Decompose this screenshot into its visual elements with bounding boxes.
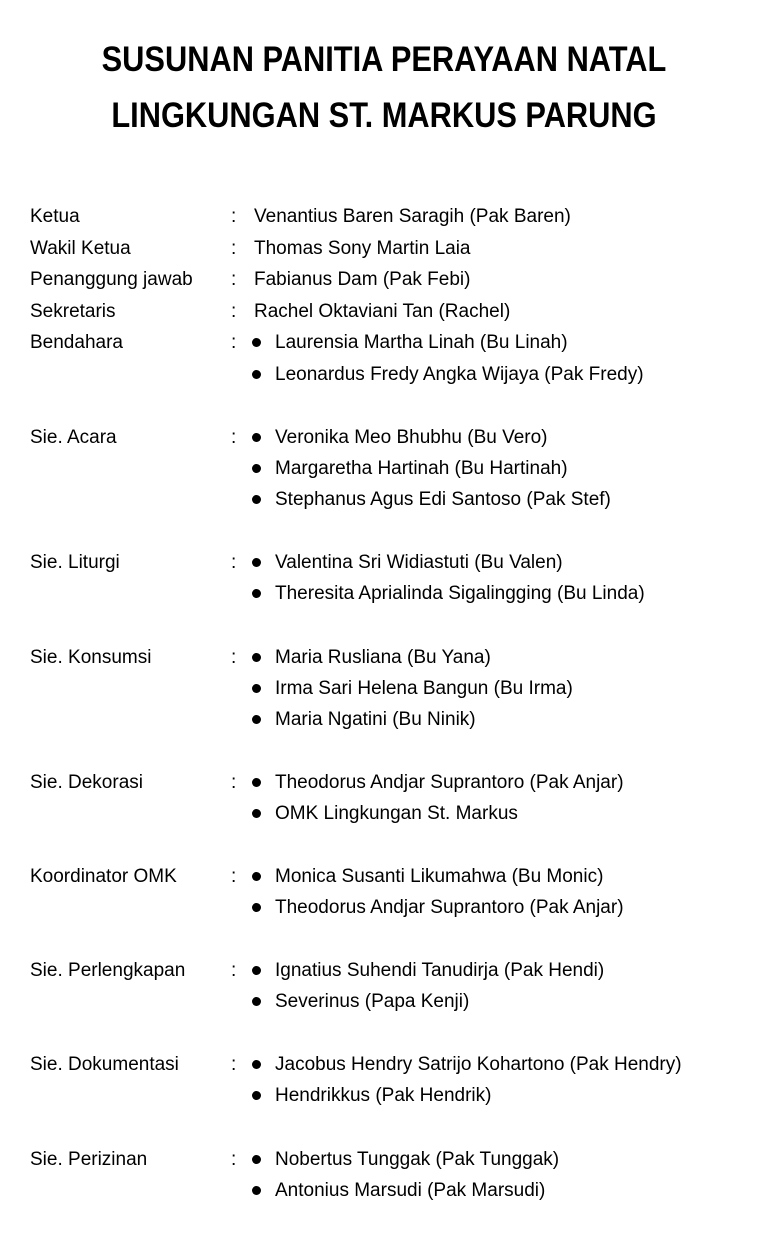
member-name: Laurensia Martha Linah (Bu Linah) xyxy=(275,332,568,353)
member-name: Irma Sari Helena Bangun (Bu Irma) xyxy=(275,678,573,699)
role-label: Wakil Ketua xyxy=(30,238,131,259)
member-name: Jacobus Hendry Satrijo Kohartono (Pak Hendry) xyxy=(275,1054,682,1075)
bullet-icon xyxy=(252,997,261,1006)
member-name: OMK Lingkungan St. Markus xyxy=(275,803,518,824)
colon-separator: : xyxy=(231,552,237,573)
colon-separator: : xyxy=(231,1149,237,1170)
member-name: Antonius Marsudi (Pak Marsudi) xyxy=(275,1180,546,1201)
committee-row-sie-perlengkapan xyxy=(0,955,768,986)
member-name: Theodorus Andjar Suprantoro (Pak Anjar) xyxy=(275,772,624,793)
member-name: Leonardus Fredy Angka Wijaya (Pak Fredy) xyxy=(275,364,644,385)
committee-row-sie-acara xyxy=(0,422,768,453)
bullet-icon xyxy=(252,589,261,598)
committee-row-wakil-ketua xyxy=(0,233,768,264)
role-label: Sie. Dekorasi xyxy=(30,772,143,793)
bullet-icon xyxy=(252,558,261,567)
committee-member-row xyxy=(0,704,768,735)
bullet-icon xyxy=(252,370,261,379)
member-name: Stephanus Agus Edi Santoso (Pak Stef) xyxy=(275,489,611,510)
member-name: Monica Susanti Likumahwa (Bu Monic) xyxy=(275,866,604,887)
committee-row-sie-perizinan xyxy=(0,1144,768,1175)
role-label: Bendahara xyxy=(30,332,123,353)
committee-row-bendahara xyxy=(0,327,768,358)
committee-member-row xyxy=(0,359,768,390)
bullet-icon xyxy=(252,872,261,881)
member-name: Margaretha Hartinah (Bu Hartinah) xyxy=(275,458,568,479)
bullet-icon xyxy=(252,495,261,504)
member-name: Valentina Sri Widiastuti (Bu Valen) xyxy=(275,552,563,573)
member-name: Severinus (Papa Kenji) xyxy=(275,991,470,1012)
committee-member-row xyxy=(0,1175,768,1206)
bullet-icon xyxy=(252,715,261,724)
colon-separator: : xyxy=(231,332,237,353)
colon-separator: : xyxy=(231,866,237,887)
bullet-icon xyxy=(252,684,261,693)
role-label: Sie. Konsumsi xyxy=(30,647,152,668)
role-label: Sie. Dokumentasi xyxy=(30,1054,179,1075)
committee-row-ketua xyxy=(0,201,768,232)
colon-separator: : xyxy=(231,772,237,793)
committee-member-row xyxy=(0,798,768,829)
colon-separator: : xyxy=(231,647,237,668)
committee-member-row xyxy=(0,484,768,515)
colon-separator: : xyxy=(231,206,237,227)
role-label: Sie. Acara xyxy=(30,427,117,448)
member-name: Nobertus Tunggak (Pak Tunggak) xyxy=(275,1149,560,1170)
bullet-icon xyxy=(252,338,261,347)
colon-separator: : xyxy=(231,301,237,322)
bullet-icon xyxy=(252,1091,261,1100)
member-name: Rachel Oktaviani Tan (Rachel) xyxy=(254,301,511,322)
committee-member-row xyxy=(0,892,768,923)
colon-separator: : xyxy=(231,1054,237,1075)
colon-separator: : xyxy=(231,238,237,259)
committee-row-sie-konsumsi xyxy=(0,642,768,673)
committee-member-row xyxy=(0,673,768,704)
member-name: Fabianus Dam (Pak Febi) xyxy=(254,269,471,290)
title-line-1: SUSUNAN PANITIA PERAYAAN NATAL xyxy=(101,40,667,79)
bullet-icon xyxy=(252,464,261,473)
committee-row-sekretaris xyxy=(0,296,768,327)
member-name: Veronika Meo Bhubhu (Bu Vero) xyxy=(275,427,548,448)
role-label: Ketua xyxy=(30,206,80,227)
role-label: Sekretaris xyxy=(30,301,116,322)
role-label: Koordinator OMK xyxy=(30,866,177,887)
committee-row-sie-dokumentasi xyxy=(0,1049,768,1080)
committee-row-sie-dekorasi xyxy=(0,767,768,798)
role-label: Sie. Perlengkapan xyxy=(30,960,186,981)
committee-row-koordinator-omk xyxy=(0,861,768,892)
bullet-icon xyxy=(252,1155,261,1164)
bullet-icon xyxy=(252,433,261,442)
committee-member-row xyxy=(0,453,768,484)
committee-row-sie-liturgi xyxy=(0,547,768,578)
role-label: Sie. Perizinan xyxy=(30,1149,148,1170)
role-label: Penanggung jawab xyxy=(30,269,193,290)
committee-member-row xyxy=(0,578,768,609)
bullet-icon xyxy=(252,653,261,662)
colon-separator: : xyxy=(231,960,237,981)
committee-row-penanggung-jawab xyxy=(0,264,768,295)
member-name: Theodorus Andjar Suprantoro (Pak Anjar) xyxy=(275,897,624,918)
member-name: Maria Ngatini (Bu Ninik) xyxy=(275,709,476,730)
committee-member-row xyxy=(0,986,768,1017)
bullet-icon xyxy=(252,1186,261,1195)
member-name: Maria Rusliana (Bu Yana) xyxy=(275,647,491,668)
role-label: Sie. Liturgi xyxy=(30,552,120,573)
bullet-icon xyxy=(252,809,261,818)
committee-member-row xyxy=(0,1080,768,1111)
colon-separator: : xyxy=(231,269,237,290)
member-name: Hendrikkus (Pak Hendrik) xyxy=(275,1085,492,1106)
colon-separator: : xyxy=(231,427,237,448)
bullet-icon xyxy=(252,966,261,975)
bullet-icon xyxy=(252,1060,261,1069)
title-line-2: LINGKUNGAN ST. MARKUS PARUNG xyxy=(111,96,657,135)
bullet-icon xyxy=(252,903,261,912)
member-name: Ignatius Suhendi Tanudirja (Pak Hendi) xyxy=(275,960,605,981)
member-name: Thomas Sony Martin Laia xyxy=(254,238,471,259)
bullet-icon xyxy=(252,778,261,787)
member-name: Venantius Baren Saragih (Pak Baren) xyxy=(254,206,571,227)
member-name: Theresita Aprialinda Sigalingging (Bu Linda) xyxy=(275,583,645,604)
